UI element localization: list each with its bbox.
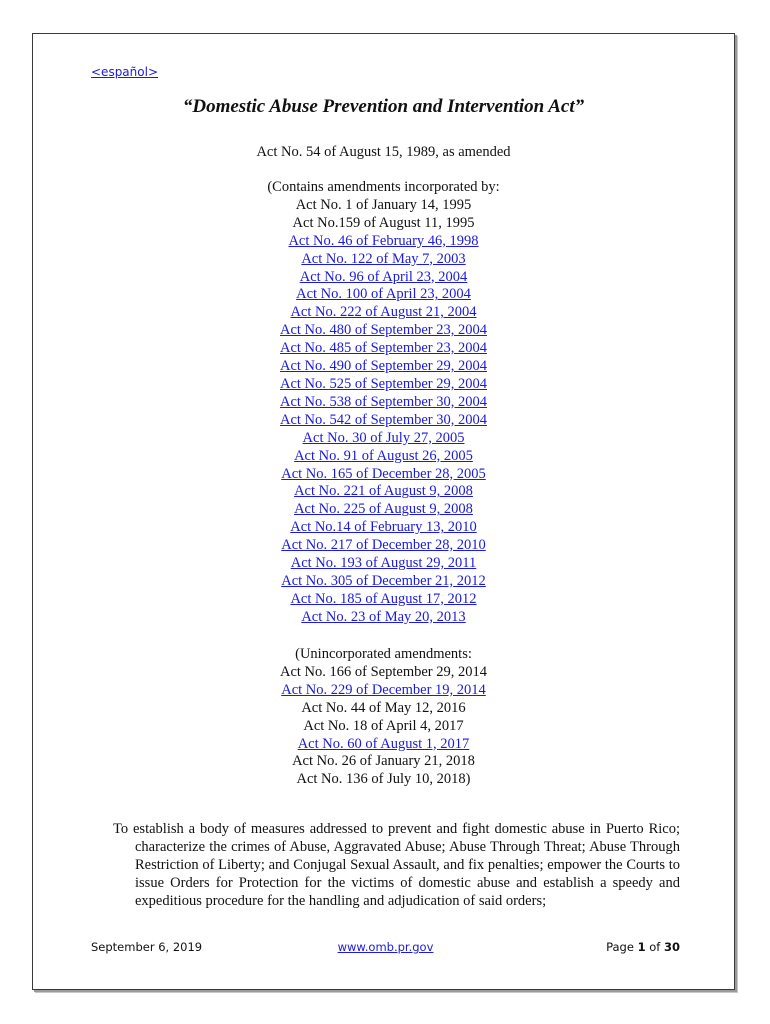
- document-page: [32, 33, 735, 990]
- amendment-link[interactable]: Act No. 225 of August 9, 2008: [294, 501, 473, 518]
- amendment-link[interactable]: Act No. 305 of December 21, 2012: [281, 572, 486, 589]
- page-total: 30: [663, 940, 680, 954]
- unincorporated-amendments-list: [33, 646, 734, 789]
- amendment-line: [33, 430, 734, 448]
- amendment-link[interactable]: Act No. 165 of December 28, 2005: [281, 465, 486, 482]
- amendment-line: [33, 609, 734, 627]
- amendment-link[interactable]: Act No. 525 of September 29, 2004: [280, 375, 487, 392]
- amendment-line: [33, 394, 734, 412]
- amendment-line: [33, 286, 734, 304]
- amendment-link[interactable]: Act No. 229 of December 19, 2014: [281, 681, 486, 698]
- amendment-link[interactable]: Act No. 538 of September 30, 2004: [280, 393, 487, 410]
- document-title: “Domestic Abuse Prevention and Intervention Act”: [182, 96, 585, 117]
- amendment-line: [33, 501, 734, 519]
- amendment-line: [33, 340, 734, 358]
- unincorporated-items: [33, 664, 734, 789]
- amendment-link[interactable]: Act No.14 of February 13, 2010: [290, 519, 477, 536]
- amendment-link[interactable]: Act No. 185 of August 17, 2012: [290, 590, 477, 607]
- amendment-link[interactable]: Act No. 480 of September 23, 2004: [280, 322, 487, 339]
- amendment-line: [33, 358, 734, 376]
- amendment-line: Act No. 18 of April 4, 2017: [303, 717, 464, 734]
- amendment-line: [33, 736, 734, 754]
- amendment-line: [33, 537, 734, 555]
- amendment-link[interactable]: Act No. 96 of April 23, 2004: [299, 268, 468, 285]
- amendment-line: Act No. 1 of January 14, 1995: [295, 196, 472, 213]
- amendment-line: [33, 448, 734, 466]
- amendment-link[interactable]: Act No. 30 of July 27, 2005: [302, 429, 465, 446]
- amendment-link[interactable]: Act No. 122 of May 7, 2003: [301, 250, 466, 267]
- footer-site: [91, 940, 680, 954]
- amendment-line: [33, 376, 734, 394]
- amendment-line: Act No. 44 of May 12, 2016: [301, 699, 466, 716]
- amendment-line: [33, 322, 734, 340]
- amendment-link[interactable]: Act No. 46 of February 46, 1998: [288, 232, 479, 249]
- amendment-line: [33, 519, 734, 537]
- spanish-version-link[interactable]: <español>: [91, 65, 158, 79]
- amendment-link[interactable]: Act No. 217 of December 28, 2010: [281, 537, 486, 554]
- amendment-line: [33, 573, 734, 591]
- amendment-line: [33, 269, 734, 287]
- act-summary-paragraph: To establish a body of measures addressed to prevent and fight domestic abuse in Puerto Rico; characterize the crimes of Abuse, Aggravated Abuse; Abuse Through Threat; Abuse Through Restriction of Liberty; and Conjugal Sexual Assault, and fix penalties; empower the Courts to issue Orders for Protection for the victims of domestic abuse and establish a speedy and expeditious procedure for the handling and adjudication of said orders;: [113, 821, 680, 909]
- amendment-line: [33, 682, 734, 700]
- amendment-line: [33, 412, 734, 430]
- unincorporated-intro: (Unincorporated amendments:: [295, 646, 472, 662]
- amendment-items: [33, 197, 734, 627]
- page-prefix: Page: [606, 940, 638, 954]
- amendment-line: Act No. 26 of January 21, 2018: [292, 753, 475, 770]
- page-current: 1: [637, 940, 646, 954]
- document-subtitle: Act No. 54 of August 15, 1989, as amended: [256, 144, 511, 160]
- footer-site-link[interactable]: www.omb.pr.gov: [337, 940, 434, 954]
- amendment-line: [33, 466, 734, 484]
- amendment-line: Act No. 166 of September 29, 2014: [280, 663, 487, 680]
- amendment-link[interactable]: Act No. 91 of August 26, 2005: [294, 447, 473, 464]
- amendment-line: Act No.159 of August 11, 1995: [292, 214, 475, 231]
- amendment-link[interactable]: Act No. 221 of August 9, 2008: [294, 483, 473, 500]
- page-number: [606, 940, 680, 954]
- page-separator: of: [645, 940, 664, 954]
- amendment-line: [33, 555, 734, 573]
- amendment-link[interactable]: Act No. 60 of August 1, 2017: [297, 735, 470, 752]
- amendment-line: [33, 233, 734, 251]
- amendment-link[interactable]: Act No. 23 of May 20, 2013: [301, 608, 466, 625]
- amendment-line: [33, 483, 734, 501]
- amendment-line: Act No. 136 of July 10, 2018): [296, 771, 471, 788]
- amendments-intro: (Contains amendments incorporated by:: [267, 179, 500, 195]
- amendment-line: [33, 591, 734, 609]
- amendment-link[interactable]: Act No. 222 of August 21, 2004: [290, 304, 477, 321]
- incorporated-amendments-list: [33, 179, 734, 627]
- amendment-line: [33, 304, 734, 322]
- footer-date: September 6, 2019: [91, 940, 203, 954]
- amendment-link[interactable]: Act No. 485 of September 23, 2004: [280, 340, 487, 357]
- amendment-link[interactable]: Act No. 542 of September 30, 2004: [280, 411, 487, 428]
- amendment-link[interactable]: Act No. 193 of August 29, 2011: [290, 555, 477, 572]
- amendment-line: [33, 251, 734, 269]
- amendment-link[interactable]: Act No. 490 of September 29, 2004: [280, 358, 487, 375]
- amendment-link[interactable]: Act No. 100 of April 23, 2004: [296, 286, 471, 303]
